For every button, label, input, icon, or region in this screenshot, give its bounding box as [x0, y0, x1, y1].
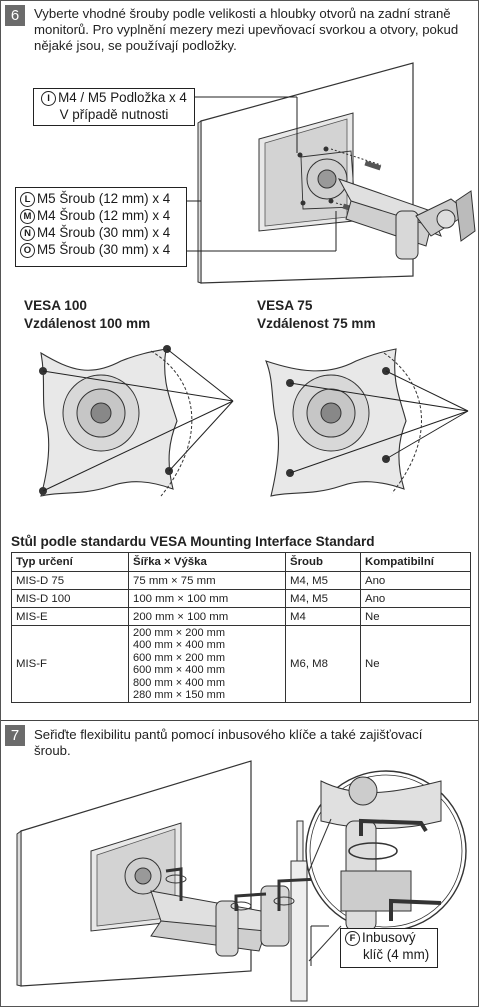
vesa-table-title: Stůl podle standardu VESA Mounting Interface Standard	[11, 534, 375, 549]
section-divider	[1, 720, 478, 721]
screw-item: M M4 Šroub (12 mm) x 4	[20, 207, 182, 224]
mis-f-sizes: 200 mm × 200 mm 400 mm × 400 mm 600 mm × 200 mm 600 mm × 400 mm 800 mm × 400 mm 280 mm × 150 mm	[129, 626, 286, 703]
screw-item: N M4 Šroub (30 mm) x 4	[20, 224, 182, 241]
table-header-row	[12, 553, 471, 572]
vesa-100-label: VESA 100 Vzdálenost 100 mm	[24, 298, 151, 331]
table-row: MIS-D 100 100 mm × 100 mm M4, M5 Ano	[12, 590, 471, 608]
table-header: Šířka × Výška	[129, 553, 286, 572]
table-row: MIS-F 200 mm × 200 mm 400 mm × 400 mm 600 mm × 200 mm 600 mm × 400 mm 800 mm × 400 mm 280 mm × 150 mm M6, M8 Ne	[12, 626, 471, 703]
table-header: Kompatibilní	[361, 553, 471, 572]
vesa-75-plate-illustration	[236, 331, 476, 511]
step-6-number: 6	[5, 5, 25, 26]
table-header: Typ určení	[12, 553, 129, 572]
screw-callout	[15, 187, 187, 267]
washer-callout-line2: V případě nutnosti	[59, 107, 169, 122]
step-7-number: 7	[5, 725, 25, 746]
washer-callout	[33, 88, 195, 126]
washer-callout-line1: M4 / M5 Podložka x 4	[58, 90, 187, 105]
vesa-75-label: VESA 75 Vzdálenost 75 mm	[257, 298, 376, 331]
step-6-text: Vyberte vhodné šrouby podle velikosti a hloubky otvorů na zadní straně monitorů. Pro vyplnění mezery mezi upevňovací svorkou a otvory, pokud nějaké jsou, se používají podložky.	[34, 6, 459, 53]
screw-item: L M5 Šroub (12 mm) x 4	[20, 190, 182, 207]
table-row: MIS-D 75 75 mm × 75 mm M4, M5 Ano	[12, 572, 471, 590]
vesa-100-plate-illustration	[1, 331, 241, 511]
screw-item: O M5 Šroub (30 mm) x 4	[20, 241, 182, 258]
allen-key-callout: F Inbusový klíč (4 mm)	[340, 928, 438, 968]
table-header: Šroub	[286, 553, 361, 572]
table-row: MIS-E 200 mm × 100 mm M4 Ne	[12, 608, 471, 626]
letter-i-badge: I	[41, 91, 56, 106]
vesa-table	[11, 552, 471, 703]
step-7-text: Seřiďte flexibilitu pantů pomocí inbusového klíče a také zajišťovací šroub.	[34, 727, 423, 758]
letter-f-badge: F	[345, 931, 360, 946]
